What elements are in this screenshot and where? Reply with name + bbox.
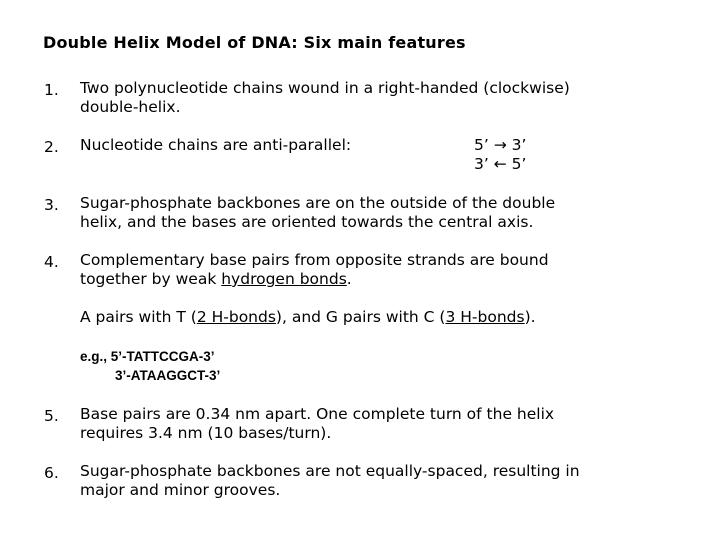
- antiparallel-direction: [474, 136, 526, 174]
- hydrogen-bonds-link[interactable]: hydrogen bonds: [221, 270, 347, 288]
- example-strand-2: 3’-ATAAGGCT-3’: [115, 368, 221, 383]
- item-2-number: 2.: [44, 138, 59, 156]
- base-pairing-note: [80, 308, 536, 327]
- item-3-text: [80, 194, 555, 232]
- item-5-number: 5.: [44, 407, 59, 425]
- strand-direction-2: 3’ ← 5’: [474, 155, 527, 173]
- base-pairing-pre: A pairs with T (: [80, 308, 197, 326]
- item-4-line-2-post: .: [346, 270, 352, 288]
- base-pairing-post: ).: [524, 308, 536, 326]
- item-4-line-2-pre: together by weak: [80, 270, 222, 288]
- example-sequence: [80, 347, 220, 385]
- item-3-number: 3.: [44, 196, 59, 214]
- item-6-number: 6.: [44, 464, 59, 482]
- page-title: Double Helix Model of DNA: Six main features: [43, 33, 466, 52]
- item-6-line-1: Sugar-phosphate backbones are not equally-spaced, resulting in: [80, 462, 580, 480]
- item-1-number: 1.: [44, 81, 59, 99]
- item-5-text: [80, 405, 554, 443]
- strand-direction-1: 5’ → 3’: [474, 136, 527, 154]
- item-6-line-2: major and minor grooves.: [80, 481, 281, 499]
- item-1-line-2: double-helix.: [80, 98, 181, 116]
- item-5-line-2: requires 3.4 nm (10 bases/turn).: [80, 424, 332, 442]
- item-6-text: [80, 462, 580, 500]
- item-4-line-1: Complementary base pairs from opposite strands are bound: [80, 251, 549, 269]
- item-4-text: [80, 251, 549, 289]
- item-3-line-2: helix, and the bases are oriented towards the central axis.: [80, 213, 534, 231]
- item-5-line-1: Base pairs are 0.34 nm apart. One complete turn of the helix: [80, 405, 555, 423]
- item-3-line-1: Sugar-phosphate backbones are on the outside of the double: [80, 194, 556, 212]
- item-2-line-1: Nucleotide chains are anti-parallel:: [80, 136, 352, 154]
- item-1-line-1: Two polynucleotide chains wound in a right-handed (clockwise): [80, 79, 570, 97]
- item-4-number: 4.: [44, 253, 59, 271]
- example-prefix: e.g.,: [80, 349, 111, 364]
- base-pairing-mid: ), and G pairs with C (: [275, 308, 446, 326]
- two-h-bonds-link[interactable]: 2 H-bonds: [196, 308, 276, 326]
- example-strand-1: 5’-TATTCCGA-3’: [110, 349, 215, 364]
- three-h-bonds-link[interactable]: 3 H-bonds: [445, 308, 525, 326]
- item-1-text: [80, 79, 570, 117]
- item-2-text: [80, 136, 351, 155]
